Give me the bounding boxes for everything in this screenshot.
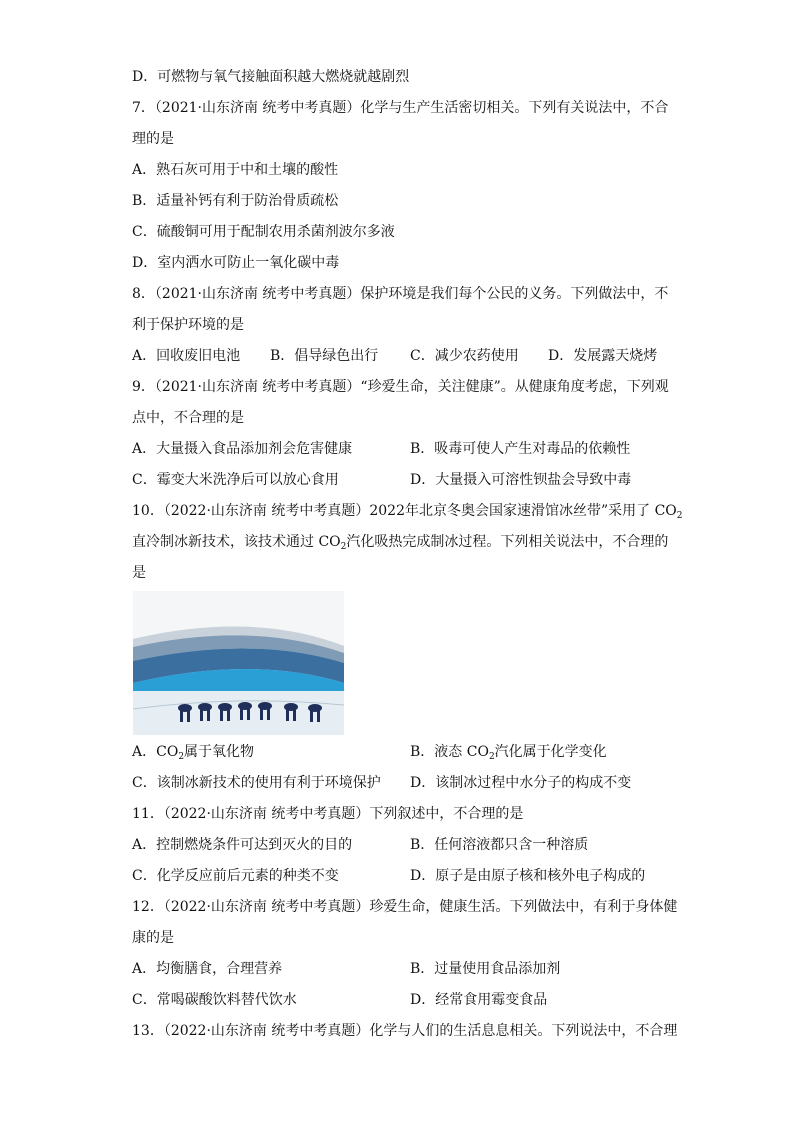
q7-option-a: A．熟石灰可用于中和土壤的酸性 <box>132 162 339 178</box>
q10-subscript: 2 <box>340 542 347 552</box>
q7-option-c: C．硫酸铜可用于配制农用杀菌剂波尔多液 <box>132 224 395 240</box>
q8-option-a: A．回收废旧电池 <box>132 348 241 364</box>
q9-stem-line1: 9．（2021·山东济南 统考中考真题）“珍爱生命，关注健康”。从健康角度考虑，下列观 <box>132 379 669 395</box>
q12-option-d: D．经常食用霉变食品 <box>410 992 548 1008</box>
q9-option-d: D．大量摄入可溶性钡盐会导致中毒 <box>410 472 632 488</box>
q12-stem-line2: 康的是 <box>132 930 174 946</box>
q10-stem-line2-text-a: 直冷制冰新技术，该技术通过 CO <box>132 534 341 550</box>
q9-option-b: B．吸毒可使人产生对毒品的依赖性 <box>410 441 631 457</box>
q12-option-c: C．常喝碳酸饮料替代饮水 <box>132 992 297 1008</box>
q10-option-b-text-b: 汽化属于化学变化 <box>494 744 607 760</box>
q11-stem-line1: 11．（2022·山东济南 统考中考真题）下列叙述中，不合理的是 <box>132 806 524 822</box>
q12-option-a: A．均衡膳食，合理营养 <box>132 961 283 977</box>
q10-option-b <box>410 743 607 761</box>
q12-option-b: B．过量使用食品添加剂 <box>410 961 561 977</box>
arena-illustration <box>133 591 344 735</box>
q10-option-a-text-b: 属于氧化物 <box>184 744 255 760</box>
q10-option-b-text-a: B．液态 CO <box>410 744 489 760</box>
q6-option-d: D．可燃物与氧气接触面积越大燃烧就越剧烈 <box>132 69 410 85</box>
q7-option-d: D．室内洒水可防止一氧化碳中毒 <box>132 255 340 271</box>
q11-option-b: B．任何溶液都只含一种溶质 <box>410 837 589 853</box>
q10-subscript: 2 <box>676 511 683 521</box>
q11-option-a: A．控制燃烧条件可达到灭火的目的 <box>132 837 353 853</box>
q12-stem-line1: 12．（2022·山东济南 统考中考真题）珍爱生命，健康生活。下列做法中，有利于身体健 <box>132 899 678 915</box>
q10-option-c: C．该制冰新技术的使用有利于环境保护 <box>132 775 381 791</box>
q9-option-a: A．大量摄入食品添加剂会危害健康 <box>132 441 353 457</box>
q8-stem-line2: 利于保护环境的是 <box>132 317 244 333</box>
q10-option-d: D．该制冰过程中水分子的构成不变 <box>410 775 632 791</box>
q10-stem-line1-text: 10．（2022·山东济南 统考中考真题）2022年北京冬奥会国家速滑馆冰丝带”采用了 CO <box>132 503 677 519</box>
q10-stem-line2-text-b: 汽化吸热完成制冰过程。下列相关说法中，不合理的 <box>346 534 669 550</box>
q7-option-b: B．适量补钙有利于防治骨质疏松 <box>132 193 339 209</box>
q10-subscript: 2 <box>488 752 495 762</box>
q10-option-a-text-a: A．CO <box>132 744 179 760</box>
q10-stem-line2 <box>132 533 668 551</box>
q10-stem-line1 <box>132 502 683 520</box>
q11-option-c: C．化学反应前后元素的种类不变 <box>132 868 339 884</box>
q11-option-d: D．原子是由原子核和核外电子构成的 <box>410 868 646 884</box>
q8-option-d: D．发展露天烧烤 <box>548 348 658 364</box>
q13-stem-line1: 13．（2022·山东济南 统考中考真题）化学与人们的生活息息相关。下列说法中，不合理 <box>132 1023 678 1039</box>
q7-stem-line1: 7．（2021·山东济南 统考中考真题）化学与生产生活密切相关。下列有关说法中，不合 <box>132 100 669 116</box>
q10-subscript: 2 <box>178 752 185 762</box>
q8-option-c: C．减少农药使用 <box>410 348 519 364</box>
speed-skating-arena-photo <box>133 591 344 735</box>
q8-option-b: B．倡导绿色出行 <box>270 348 379 364</box>
q9-stem-line2: 点中，不合理的是 <box>132 410 244 426</box>
q8-stem-line1: 8．（2021·山东济南 统考中考真题）保护环境是我们每个公民的义务。下列做法中，不 <box>132 286 669 302</box>
q10-stem-line3: 是 <box>132 565 146 581</box>
q10-option-a <box>132 743 254 761</box>
q7-stem-line2: 理的是 <box>132 131 174 147</box>
q9-option-c: C．霉变大米洗净后可以放心食用 <box>132 472 339 488</box>
